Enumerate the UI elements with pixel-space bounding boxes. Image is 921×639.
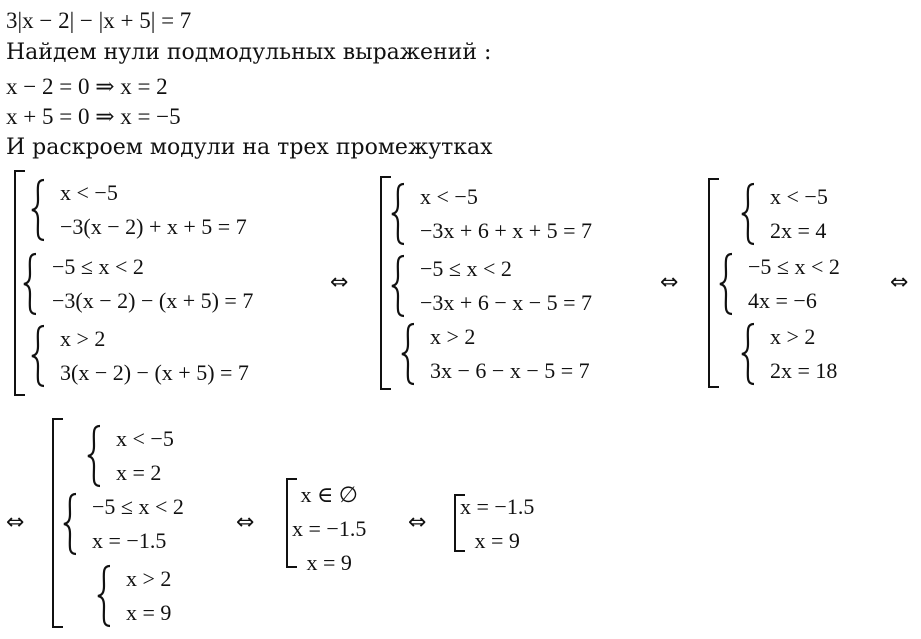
system-2-1 [390,180,592,248]
equation: 3|x − 2| − |x + 5| = 7 [6,8,192,33]
condition: x < −5 [116,426,174,451]
equation-row: x = −1.5 [92,528,167,553]
curly-brace-icon [740,322,756,386]
system-1-1 [30,176,247,244]
condition: x < −5 [60,180,118,205]
equation-row: −3x + 6 − x − 5 = 7 [420,290,593,315]
intro-text: Найдем нули подмодульных выражений : [6,40,492,65]
equation-row: 2x = 4 [770,218,827,243]
condition: x > 2 [430,324,476,349]
iff-symbol: ⇔ [660,270,679,295]
curly-brace-icon [718,252,734,316]
condition: x > 2 [770,324,816,349]
curly-brace-icon [22,252,38,316]
condition: x < −5 [770,184,828,209]
zero-line-1: x − 2 = 0 ⇒ x = 2 [6,74,168,99]
system-1-2 [22,250,253,318]
equation-row: −3(x − 2) + x + 5 = 7 [60,214,247,239]
system-2-2 [390,252,592,320]
curly-brace-icon [86,424,102,488]
expand-text: И раскроем модули на трех промежутках [6,135,493,160]
answer-row: x = −1.5 [460,494,535,519]
result-row: x = 9 [306,550,352,575]
answer-list [460,490,534,558]
iff-symbol: ⇔ [408,510,427,535]
zero-line-2: x + 5 = 0 ⇒ x = −5 [6,104,181,129]
system-2-3 [400,320,590,388]
system-3-1 [740,180,828,248]
curly-brace-icon [62,492,78,556]
system-3-2 [718,250,840,318]
iff-symbol: ⇔ [890,270,909,295]
equation-row: −3(x − 2) − (x + 5) = 7 [52,288,254,313]
curly-brace-icon [30,178,46,242]
answer-row: x = 9 [474,528,520,553]
system-4-3 [96,562,171,630]
condition: x > 2 [126,566,172,591]
condition: −5 ≤ x < 2 [52,254,144,279]
system-3-3 [740,320,837,388]
equation-row: 3(x − 2) − (x + 5) = 7 [60,360,249,385]
system-4-1 [86,422,174,490]
curly-brace-icon [390,182,406,246]
equation-row: 2x = 18 [770,358,838,383]
equation-row: 3x − 6 − x − 5 = 7 [430,358,590,383]
iff-symbol: ⇔ [236,510,255,535]
curly-brace-icon [400,322,416,386]
step5-list [292,478,366,580]
system-4-2 [62,490,184,558]
condition: x < −5 [420,184,478,209]
condition: −5 ≤ x < 2 [420,256,512,281]
iff-symbol: ⇔ [6,510,25,535]
equation-row: 4x = −6 [748,288,817,313]
curly-brace-icon [96,564,112,628]
result-row: x ∈ ∅ [300,482,358,507]
system-1-3 [30,322,249,390]
result-row: x = −1.5 [292,516,367,541]
condition: −5 ≤ x < 2 [92,494,184,519]
equation-row: x = 2 [116,460,162,485]
curly-brace-icon [30,324,46,388]
curly-brace-icon [740,182,756,246]
equation-row: x = 9 [126,600,172,625]
condition: −5 ≤ x < 2 [748,254,840,279]
equation-row: −3x + 6 + x + 5 = 7 [420,218,593,243]
iff-symbol: ⇔ [330,270,349,295]
curly-brace-icon [390,254,406,318]
condition: x > 2 [60,326,106,351]
